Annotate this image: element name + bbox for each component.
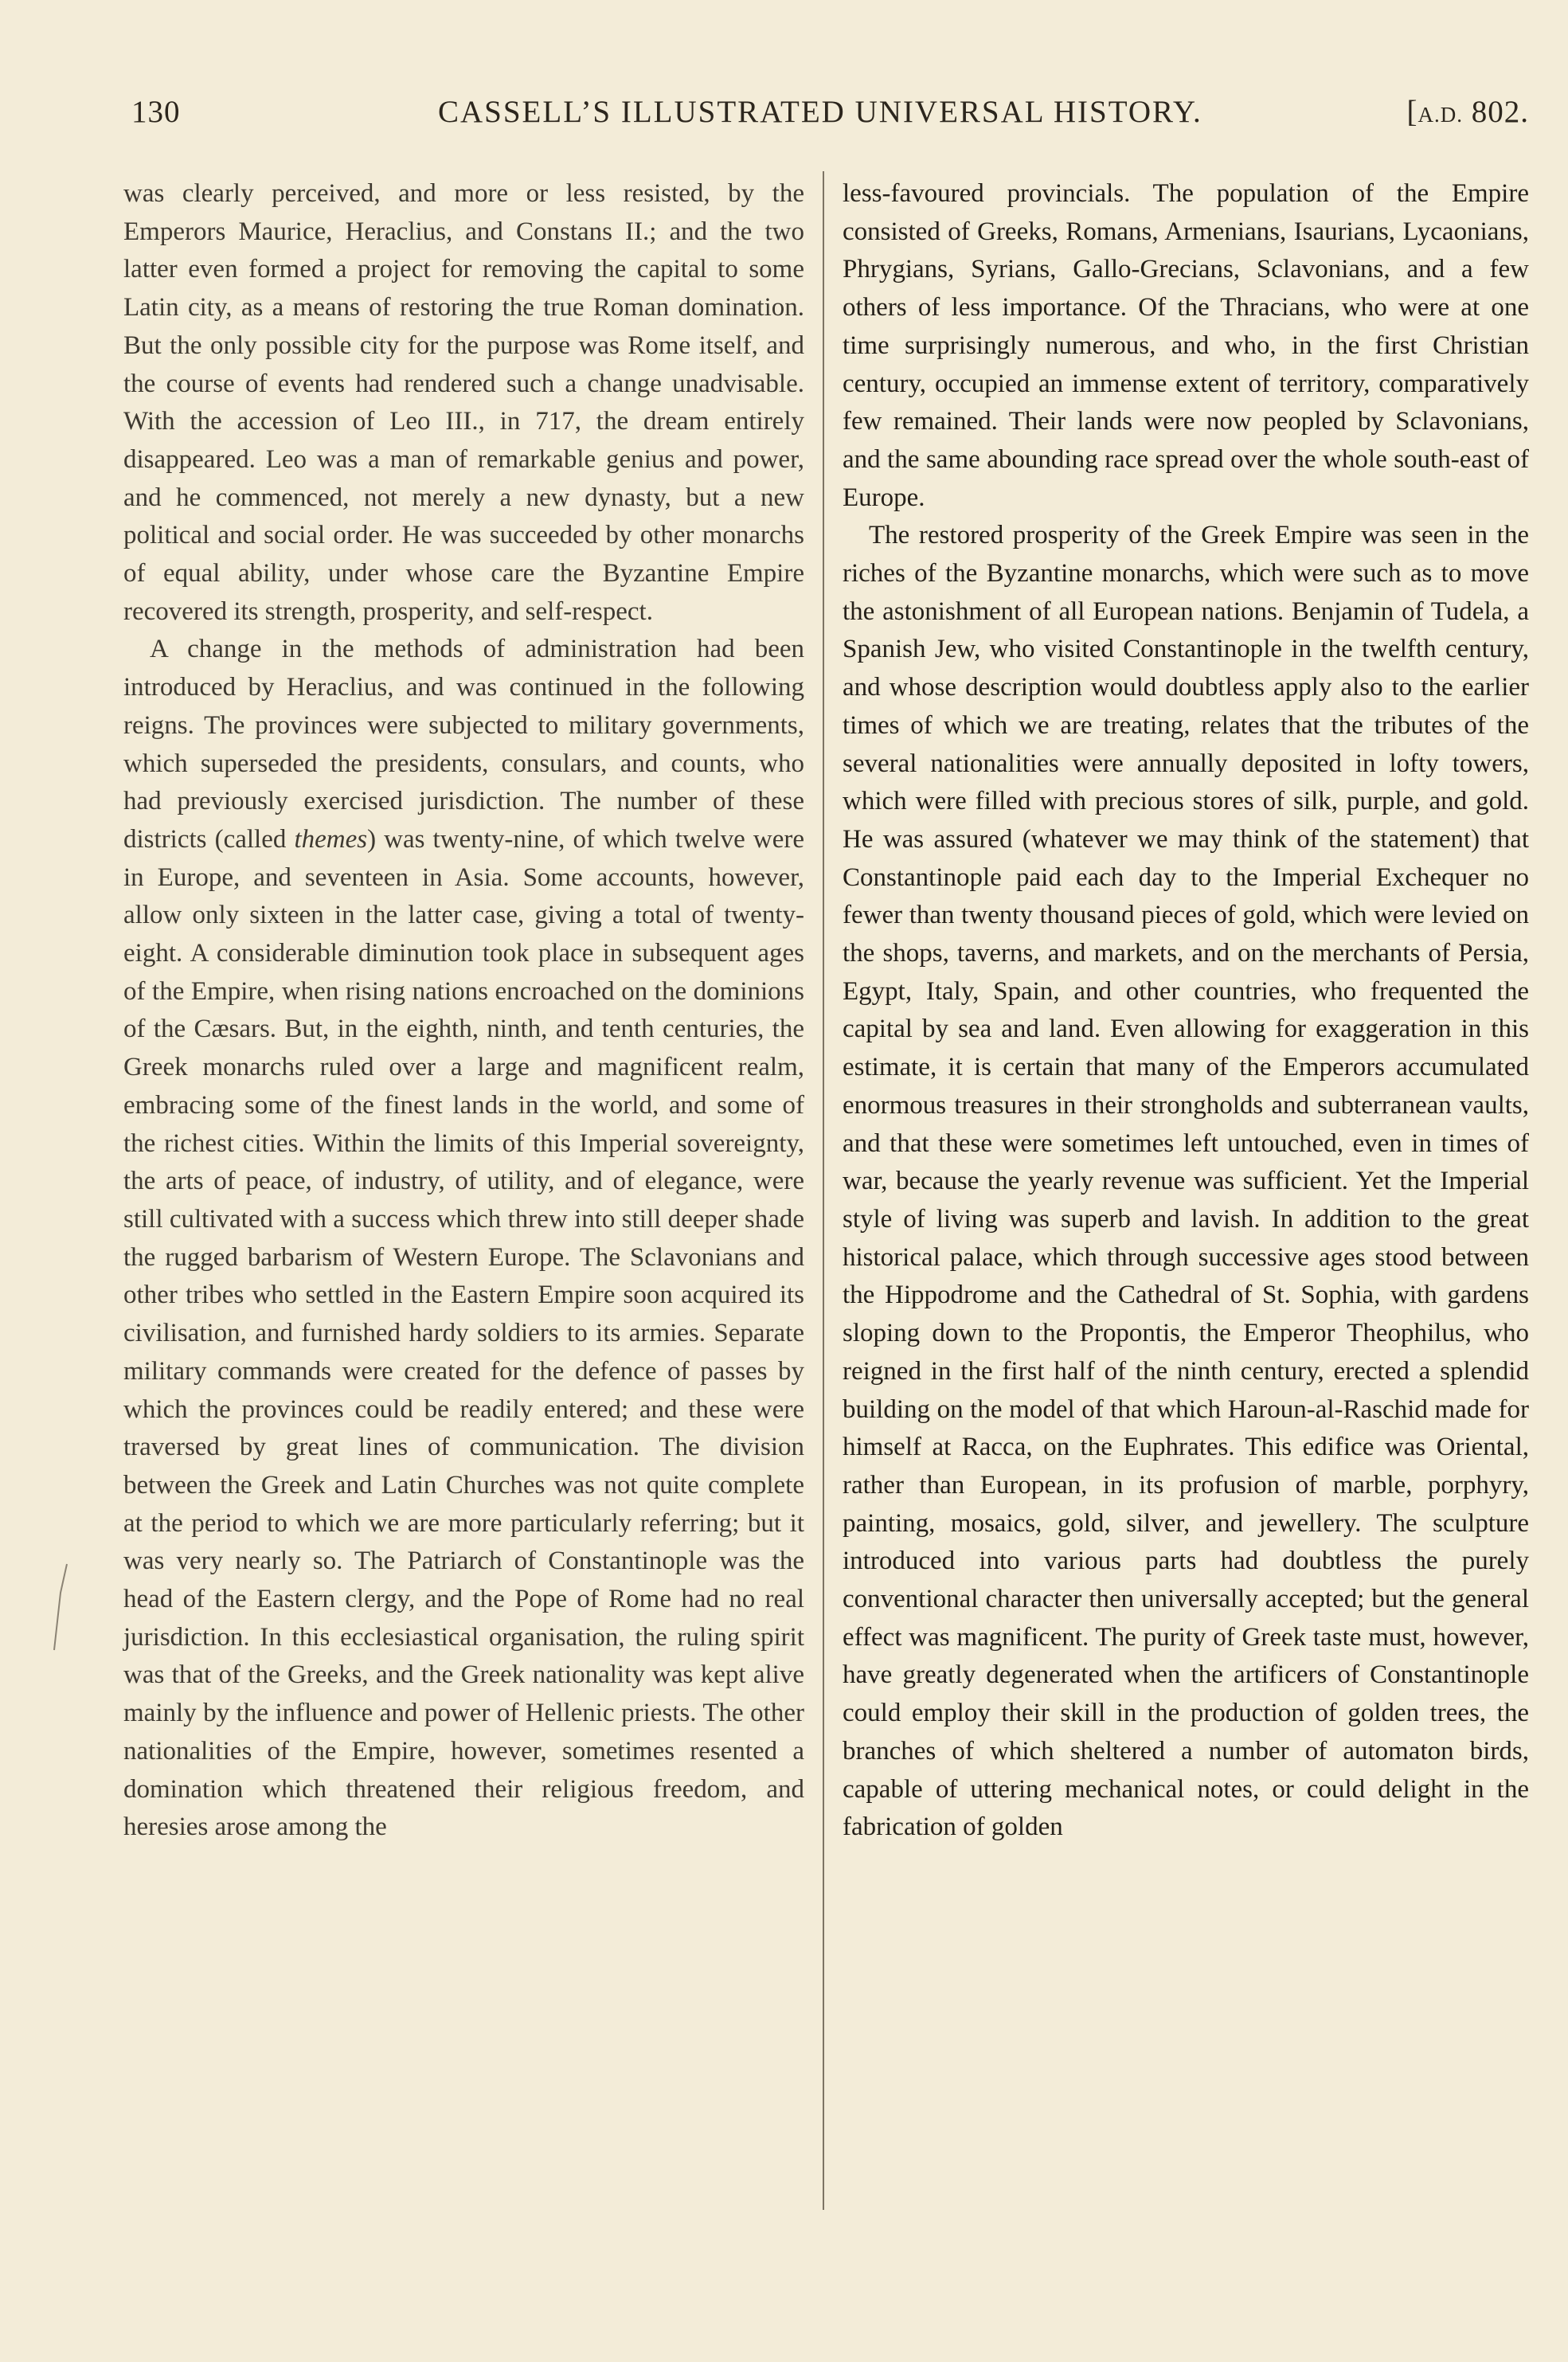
paragraph: less-favoured provincials. The population of the Empire consisted of Greeks, Romans, Armenians, Isaurians, Lycaonians, Phrygians, Syrians, Gallo-Grecians, Sclavonians, and a few others of less importance. Of the Thracians, who were at one time surprisingly numerous, and who, in the first Christian century, occupied an immense extent of territory, comparatively few remained. Their lands were now peopled by Sclavonians, and the same abounding race spread over the whole south-east of Europe. bbox=[843, 179, 1529, 512]
paragraph: The restored prosperity of the Greek Empire was seen in the riches of the Byzantine monarchs, which were such as to move the astonishment of all European nations. Benjamin of Tudela, a Spanish Jew, who visited Constantinople in the twelfth century, and whose description would doubtless apply also to the earlier times of which we are treating, relates that the tributes of the several nationalities were annually deposited in lofty towers, which were filled with precious stores of silk, purple, and gold. He was assured (whatever we may think of the statement) that Constantinople paid each day to the Imperial Exchequer no fewer than twenty thousand pieces of gold, which were levied on the shops, taverns, and markets, and on the merchants of Persia, Egypt, Italy, Spain, and other countries, who frequented the capital by sea and land. Even allowing for exaggeration in this estimate, it is certain that many of the Emperors accumulated enormous treasures in their strongholds and subterranean vaults, and that these were sometimes left untouched, even in times of war, because the yearly revenue was sufficient. Yet the Imperial style of living was superb and lavish. In addition to the great historical palace, which through successive ages stood between the Hippodrome and the Cathedral of St. Sophia, with gardens sloping down to the Propontis, the Emperor Theophilus, who reigned in the first half of the ninth century, erected a splendid building on the model of that which Haroun-al-Raschid made for himself at Racca, on the Euphrates. This edifice was Oriental, rather than European, in its profusion of marble, porphyry, painting, mosaics, gold, silver, and jewellery. The sculpture introduced into various parts had doubtless the purely conventional character then universally accepted; but the general effect was magnificent. The purity of Greek taste must, however, have greatly degenerated when the artificers of Constantinople could employ their skill in the production of golden trees, the branches of which sheltered a number of automaton birds, capable of uttering mechanical notes, or could delight in the fabrication of golden bbox=[843, 521, 1529, 1842]
date-bracket: [ bbox=[1406, 95, 1418, 129]
right-column bbox=[843, 175, 1529, 1847]
running-title: CASSELL’S ILLUSTRATED UNIVERSAL HISTORY. bbox=[438, 95, 1202, 129]
column-divider bbox=[823, 171, 824, 2210]
paragraph: was clearly perceived, and more or less resisted, by the Emperors Maurice, Heraclius, and Constans II.; and the two latter even formed a project for removing the capital to some Latin city, as a means of restoring the true Roman domination. But the only possible city for the purpose was Rome itself, and the course of events had rendered such a change unadvisable. With the accession of Leo III., in 717, the dream entirely disappeared. Leo was a man of remarkable genius and power, and he commenced, not merely a new dynasty, but a new political and social order. He was succeeded by other monarchs of equal ability, under whose care the Byzantine Empire recovered its strength, prosperity, and self-respect. bbox=[123, 179, 804, 626]
left-column bbox=[123, 175, 804, 1847]
page-number: 130 bbox=[131, 95, 181, 129]
paragraph-text: ) was twenty-nine, of which twelve were in Europe, and seventeen in Asia. Some accounts, however, allow only sixteen in the latter case, giving a total of twenty-eight. A considerable diminution took place in subsequent ages of the Empire, when rising nations encroached on the dominions of the Cæsars. But, in the eighth, ninth, and tenth centuries, the Greek monarchs ruled over a large and magnificent realm, embracing some of the finest lands in the world, and some of the richest cities. Within the limits of this Imperial sovereignty, the arts of peace, of industry, of utility, and of elegance, were still cultivated with a success which threw into still deeper shade the rugged barbarism of Western Europe. The Sclavonians and other tribes who settled in the Eastern Empire soon acquired its civilisation, and furnished hardy soldiers to its armies. Separate military commands were created for the defence of passes by which the provinces could be readily entered; and these were traversed by great lines of communication. The division between the Greek and Latin Churches was not quite complete at the period to which we are more particularly referring; but it was very nearly so. The Patriarch of Constantinople was the head of the Eastern clergy, and the Pope of Rome had no real jurisdiction. In this ecclesiastical organisation, the ruling spirit was that of the Greeks, and the Greek nationality was kept alive mainly by the influence and power of Hellenic priests. The other nationalities of the Empire, however, sometimes resented a domination which threatened their religious freedom, and heresies arose among the bbox=[123, 824, 804, 1842]
margin-pencil-mark bbox=[49, 1561, 73, 1656]
date-reference bbox=[1407, 94, 1530, 130]
date-year: 802. bbox=[1471, 95, 1529, 129]
running-header bbox=[119, 94, 1529, 150]
paragraph bbox=[123, 631, 804, 1847]
paragraph-text: A change in the methods of administration had been introduced by Heraclius, and was continued in the following reigns. The provinces were subjected to military governments, which superseded the presidents, consulars, and counts, who had previously exercised jurisdiction. The number of these districts (called bbox=[123, 635, 804, 854]
date-era: A.D. bbox=[1417, 103, 1463, 127]
italic-term: themes bbox=[294, 824, 368, 854]
